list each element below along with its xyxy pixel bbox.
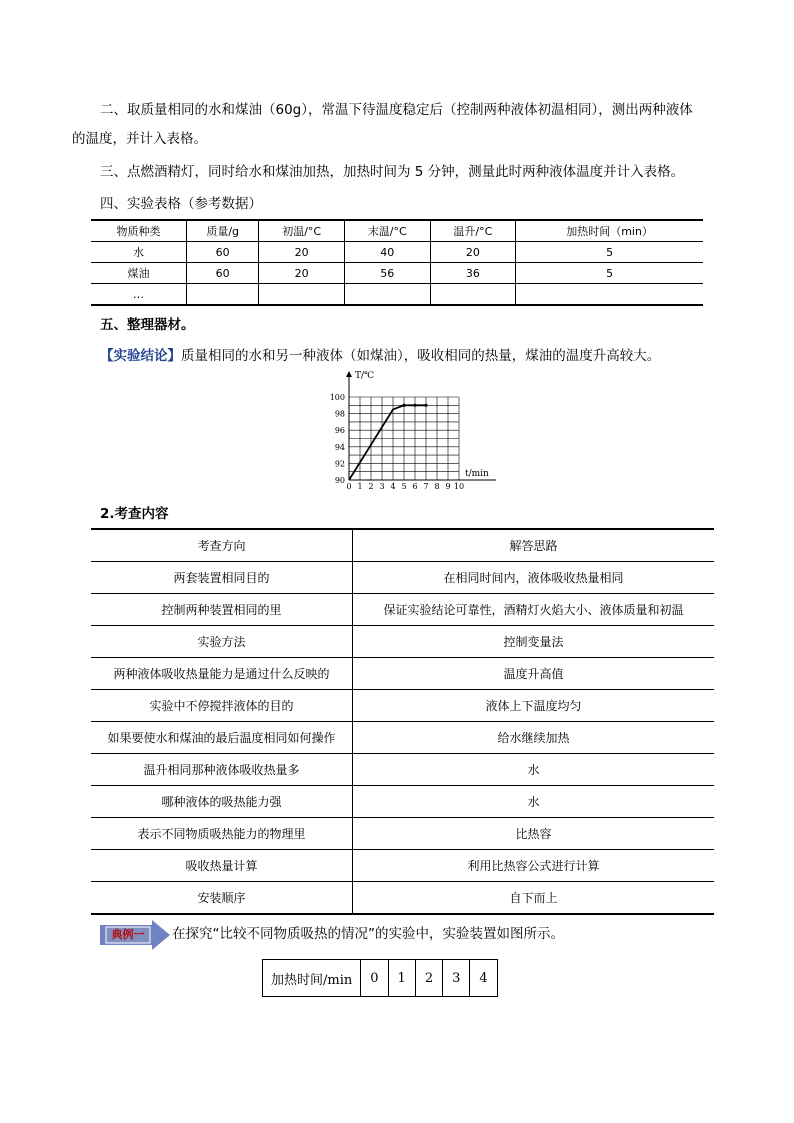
table-cell: 20 xyxy=(259,263,345,284)
x-tick-label: 1 xyxy=(357,482,363,491)
y-tick-label: 94 xyxy=(334,442,345,452)
x-tick-label: 8 xyxy=(434,482,440,491)
table-cell: 20 xyxy=(430,242,516,263)
table-cell: 在相同时间内，液体吸收热量相同 xyxy=(353,562,715,594)
table-header: 物质种类 xyxy=(91,220,187,242)
table-cell: 0 xyxy=(361,960,388,997)
table-cell: 56 xyxy=(344,263,430,284)
x-axis-label: t/min xyxy=(465,469,489,479)
table-row xyxy=(91,284,703,306)
table-cell: 利用比热容公式进行计算 xyxy=(353,850,715,882)
table-cell: 哪种液体的吸热能力强 xyxy=(91,786,353,818)
table-header-row xyxy=(91,220,703,242)
table-cell: 5 xyxy=(516,242,703,263)
table-cell: 实验中不停搅拌液体的目的 xyxy=(91,690,353,722)
table-cell: 水 xyxy=(353,786,715,818)
table-row xyxy=(91,722,714,754)
x-tick-label: 9 xyxy=(445,482,451,491)
table-row xyxy=(91,562,714,594)
table-header: 解答思路 xyxy=(353,529,715,562)
table-header: 考查方向 xyxy=(91,529,353,562)
x-tick-label: 6 xyxy=(412,482,418,491)
conclusion-text: 质量相同的水和另一种液体（如煤油），吸收相同的热量，煤油的温度升高较大。 xyxy=(181,348,661,364)
table-cell: 温度升高值 xyxy=(353,658,715,690)
table-cell: 5 xyxy=(516,263,703,284)
table-cell: 60 xyxy=(187,263,259,284)
table-row xyxy=(91,818,714,850)
step2-line1: 二、取质量相同的水和煤油（60g），常温下待温度稳定后（控制两种液体初温相同），测出两种液体 xyxy=(100,102,693,118)
table-cell: 控制两种装置相同的里 xyxy=(91,594,353,626)
table-cell: 自下而上 xyxy=(353,882,715,915)
table-cell: 20 xyxy=(259,242,345,263)
table-cell: 两套装置相同目的 xyxy=(91,562,353,594)
conclusion xyxy=(100,345,660,367)
table-cell: 煤油 xyxy=(91,263,187,284)
table-row xyxy=(91,850,714,882)
table-header: 质量/g xyxy=(187,220,259,242)
table-cell: 60 xyxy=(187,242,259,263)
table-row xyxy=(91,263,703,284)
example-badge: 典例一 xyxy=(111,928,145,941)
chart-grid xyxy=(349,397,459,480)
y-tick-label: 98 xyxy=(334,409,345,419)
table-cell: 2 xyxy=(415,960,442,997)
table-cell: 吸收热量计算 xyxy=(91,850,353,882)
table-header-row xyxy=(91,529,714,562)
table-row xyxy=(263,960,498,997)
table-cell: 实验方法 xyxy=(91,626,353,658)
x-tick-label: 10 xyxy=(453,482,465,491)
heating-time-table xyxy=(262,959,498,997)
table-cell: 如果要使水和煤油的最后温度相同如何操作 xyxy=(91,722,353,754)
example-text: 在探究“比较不同物质吸热的情况”的实验中，实验装置如图所示。 xyxy=(172,926,564,942)
y-axis-label: T/℃ xyxy=(355,371,375,381)
x-tick-label: 0 xyxy=(346,482,352,491)
table-row xyxy=(91,242,703,263)
data-point xyxy=(402,404,405,407)
table-row xyxy=(91,882,714,915)
table-cell: 保证实验结论可靠性，酒精灯火焰大小、液体质量和初温 xyxy=(353,594,715,626)
table-header: 初温/°C xyxy=(259,220,345,242)
data-point xyxy=(424,404,427,407)
table-cell: 比热容 xyxy=(353,818,715,850)
temperature-chart xyxy=(326,368,500,498)
table-cell xyxy=(344,284,430,306)
table-cell: … xyxy=(91,284,187,306)
table-row xyxy=(91,786,714,818)
series-line xyxy=(349,405,426,480)
y-tick-label: 96 xyxy=(334,426,345,436)
table-cell: 1 xyxy=(388,960,415,997)
table-cell: 4 xyxy=(470,960,497,997)
table-cell: 40 xyxy=(344,242,430,263)
x-tick-label: 2 xyxy=(368,482,374,491)
table-header: 末温/°C xyxy=(344,220,430,242)
y-tick-label: 92 xyxy=(334,459,345,469)
table-cell: 两种液体吸收热量能力是通过什么反映的 xyxy=(91,658,353,690)
table-cell: 3 xyxy=(443,960,470,997)
conclusion-tag: 【实验结论】 xyxy=(100,348,181,364)
table-cell: 水 xyxy=(353,754,715,786)
y-tick-label: 100 xyxy=(329,393,345,402)
table-cell: 液体上下温度均匀 xyxy=(353,690,715,722)
data-table xyxy=(91,219,703,306)
table-row xyxy=(91,658,714,690)
x-tick-label: 5 xyxy=(401,482,407,491)
table-row xyxy=(91,594,714,626)
table-cell: 水 xyxy=(91,242,187,263)
table-cell xyxy=(516,284,703,306)
y-axis-arrow xyxy=(346,371,352,377)
table-row xyxy=(91,626,714,658)
x-tick-label: 4 xyxy=(390,482,396,491)
table-row xyxy=(91,754,714,786)
table-cell: 36 xyxy=(430,263,516,284)
table-cell xyxy=(259,284,345,306)
table-row xyxy=(91,690,714,722)
x-tick-label: 3 xyxy=(379,482,385,491)
table-header: 温升/°C xyxy=(430,220,516,242)
step4-text: 四、实验表格（参考数据） xyxy=(100,196,262,212)
y-tick-label: 90 xyxy=(334,476,345,485)
table-header: 加热时间/min xyxy=(263,960,361,997)
x-tick-label: 7 xyxy=(423,482,429,491)
section-title: 2.考查内容 xyxy=(100,506,169,522)
chart-series xyxy=(349,404,428,480)
table-header: 加热时间（min） xyxy=(516,220,703,242)
table-cell xyxy=(430,284,516,306)
table-cell: 控制变量法 xyxy=(353,626,715,658)
exam-table xyxy=(91,528,714,915)
step3-text: 三、点燃酒精灯，同时给水和煤油加热，加热时间为 5 分钟，测量此时两种液体温度并计入表格。 xyxy=(100,164,685,180)
data-point xyxy=(413,404,416,407)
table-cell: 给水继续加热 xyxy=(353,722,715,754)
step5-text: 五、整理器材。 xyxy=(100,317,195,333)
table-cell xyxy=(187,284,259,306)
table-cell: 安装顺序 xyxy=(91,882,353,915)
table-cell: 表示不同物质吸热能力的物理里 xyxy=(91,818,353,850)
table-cell: 温升相同那种液体吸收热量多 xyxy=(91,754,353,786)
step2-line2: 的温度，并计入表格。 xyxy=(72,131,207,147)
